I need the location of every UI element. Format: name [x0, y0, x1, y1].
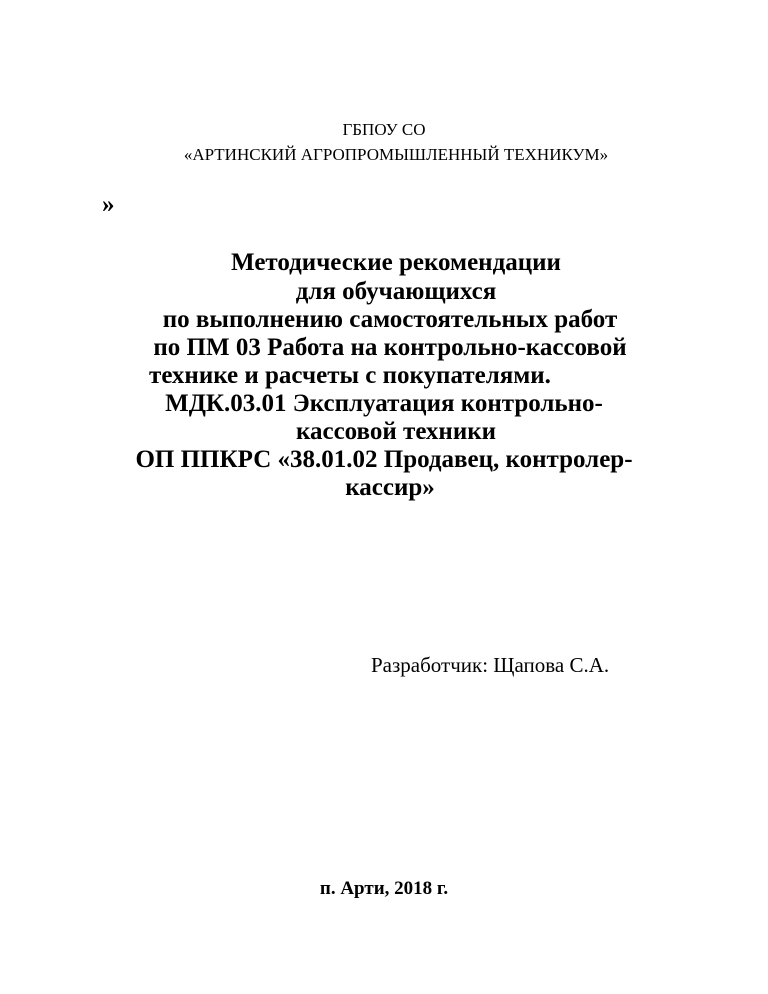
title-line-1: Методические рекомендации [231, 249, 561, 276]
title-line-6: МДК.03.01 Эксплуатация контрольно- [165, 390, 603, 417]
place-and-year: п. Арти, 2018 г. [319, 878, 449, 899]
title-line-7: кассовой техники [295, 418, 497, 445]
organization-line-2: «АРТИНСКИЙ АГРОПРОМЫШЛЕННЫЙ ТЕХНИКУМ» [183, 145, 609, 164]
title-line-5: технике и расчеты с покупателями. [149, 362, 551, 389]
title-line-9: кассир» [345, 474, 435, 501]
organization-line-1: ГБПОУ СО [342, 120, 426, 139]
stray-quote-mark: » [102, 191, 115, 218]
title-line-3: по выполнению самостоятельных работ [162, 306, 618, 333]
developer-credit: Разработчик: Щапова С.А. [371, 653, 610, 677]
title-line-4: по ПМ 03 Работа на контрольно-кассовой [153, 334, 627, 361]
title-line-8: ОП ППКРС «38.01.02 Продавец, контролер- [135, 446, 633, 473]
title-line-2: для обучающихся [295, 278, 497, 305]
